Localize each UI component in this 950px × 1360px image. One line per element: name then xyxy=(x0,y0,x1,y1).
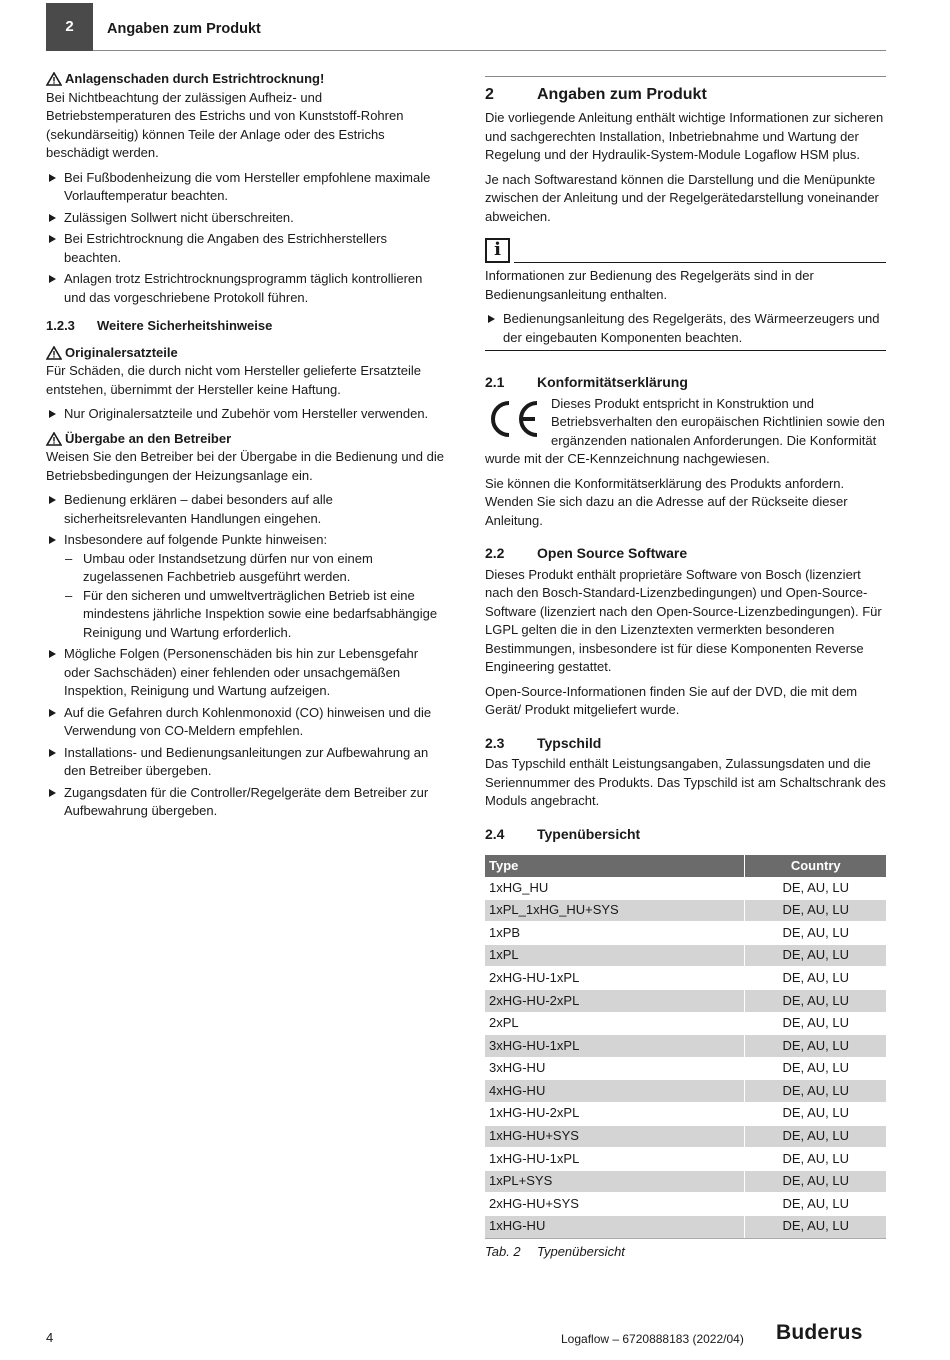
table-row xyxy=(485,1215,886,1238)
paragraph: Sie können die Konformitätserklärung des Produkts anfordern. Wenden Sie sich dazu an die Adresse auf der Rückseite dieser Anleitung. xyxy=(485,475,848,528)
list-item xyxy=(46,270,446,307)
table-body xyxy=(485,877,886,1238)
list-item xyxy=(46,531,446,642)
table-caption: Tab. 2 Typenübersicht xyxy=(485,1243,625,1259)
cell-country: DE, AU, LU xyxy=(745,944,886,967)
list-item xyxy=(46,645,446,701)
right-column xyxy=(485,76,886,1261)
warning-text: Bei Nichtbeachtung der zulässigen Aufheiz- und Betriebstemperaturen des Estrichs und von Kunststoff-Rohren (sekundärseitig) können Teile der Anlage oder des Estrichs beschädigt werden. xyxy=(46,89,404,160)
cell-type: 1xPB xyxy=(485,922,745,945)
dash-item: – Für den sicheren und umweltverträglichen Betrieb ist eine mindestens jährliche Inspektion sowie eine bedarfsabhängige Reinigung und Wartung erforderlich. xyxy=(65,587,438,640)
cell-country: DE, AU, LU xyxy=(745,1125,886,1148)
dash-item-text: Umbau oder Instandsetzung dürfen nur von einem zugelassenen Fachbetrieb ausgeführt werden. xyxy=(83,550,373,584)
cell-country: DE, AU, LU xyxy=(745,967,886,990)
list-item-text: Installations- und Bedienungsanleitungen zur Aufbewahrung an den Betreiber übergeben. xyxy=(64,744,429,778)
bullet-list xyxy=(46,169,446,308)
subsection-heading xyxy=(46,317,446,336)
cell-type: 1xHG-HU-2xPL xyxy=(485,1102,745,1125)
bullet-triangle-icon xyxy=(49,235,56,243)
paragraph: Open-Source-Informationen finden Sie auf der DVD, die mit dem Gerät/ Produkt mitgeliefert wurde. xyxy=(485,683,858,717)
list-item-text: Bei Fußbodenheizung die vom Hersteller empfohlene maximale Vorlauftemperatur beachten. xyxy=(64,169,431,203)
bullet-triangle-icon xyxy=(49,410,56,418)
bullet-triangle-icon xyxy=(488,315,495,323)
list-item-text: Zulässigen Sollwert nicht überschreiten. xyxy=(64,209,294,225)
cell-type: 2xHG-HU-1xPL xyxy=(485,967,745,990)
paragraph: Das Typschild enthält Leistungsangaben, Zulassungsdaten und die Seriennummer des Produkts. Das Typschild ist am Schaltschrank des Moduls angebracht. xyxy=(485,756,886,808)
table-header-row xyxy=(485,855,886,877)
table-row xyxy=(485,1057,886,1080)
cell-type: 1xHG-HU-1xPL xyxy=(485,1148,745,1171)
cell-country: DE, AU, LU xyxy=(745,989,886,1012)
bullet-triangle-icon xyxy=(49,496,56,504)
bullet-list xyxy=(485,310,886,347)
bullet-triangle-icon xyxy=(49,536,56,544)
bullet-triangle-icon xyxy=(49,214,56,222)
subsection-number: 1.2.3 xyxy=(46,318,75,333)
bullet-list xyxy=(46,405,446,424)
warning-heading-spare-parts xyxy=(46,344,446,363)
cell-country: DE, AU, LU xyxy=(745,1170,886,1193)
table-row xyxy=(485,1102,886,1125)
section-heading-2-4: 2.4 Typenübersicht xyxy=(485,825,641,842)
cell-type: 2xHG-HU+SYS xyxy=(485,1193,745,1216)
list-item xyxy=(485,310,886,347)
warning-text: Weisen Sie den Betreiber bei der Übergabe in die Bedienung und die Betriebsbedingungen der Heizungsanlage ein. xyxy=(46,449,444,483)
cell-type: 3xHG-HU-1xPL xyxy=(485,1035,745,1058)
table-row xyxy=(485,989,886,1012)
list-item-text: Anlagen trotz Estrichtrocknungsprogramm täglich kontrollieren und das vorgeschriebene Protokoll führen. xyxy=(64,271,423,305)
dash-list xyxy=(64,550,446,643)
table-row xyxy=(485,1193,886,1216)
table-row xyxy=(485,877,886,899)
table-row xyxy=(485,1035,886,1058)
warning-triangle-icon xyxy=(46,432,62,446)
bullet-triangle-icon xyxy=(49,749,56,757)
cell-type: 1xHG_HU xyxy=(485,877,745,899)
ce-block xyxy=(485,395,886,469)
warning-title: Anlagenschaden durch Estrichtrocknung! xyxy=(65,71,325,86)
warning-text: Für Schäden, die durch nicht vom Hersteller gelieferte Ersatzteile entstehen, übernimmt der Hersteller keine Haftung. xyxy=(46,363,422,397)
table-row xyxy=(485,1125,886,1148)
left-column xyxy=(46,70,446,827)
table-row xyxy=(485,967,886,990)
cell-country: DE, AU, LU xyxy=(745,1148,886,1171)
dash-item: – Umbau oder Instandsetzung dürfen nur von einem zugelassenen Fachbetrieb ausgeführt werden. xyxy=(65,550,373,584)
ce-mark-icon xyxy=(485,399,541,439)
list-item xyxy=(46,169,446,206)
list-item-text: Zugangsdaten für die Controller/Regelgeräte dem Betreiber zur Aufbewahrung übergeben. xyxy=(64,784,429,818)
header-rule xyxy=(93,50,886,51)
chapter-number: 2 xyxy=(46,3,93,51)
list-item-text: Bedienung erklären – dabei besonders auf alle sicherheitsrelevanten Handlungen eingehen. xyxy=(64,492,333,526)
section-number: 2 xyxy=(485,86,494,103)
cell-type: 3xHG-HU xyxy=(485,1057,745,1080)
list-item-text: Nur Originalersatzteile und Zubehör vom Hersteller verwenden. xyxy=(64,406,429,421)
list-item-text: Auf die Gefahren durch Kohlenmonoxid (CO) hinweisen und die Verwendung von CO-Meldern empfehlen. xyxy=(64,704,432,738)
column-header-country: Country xyxy=(745,855,886,877)
info-icon: i xyxy=(485,238,510,263)
chapter-title: Angaben zum Produkt xyxy=(107,21,261,37)
info-box xyxy=(485,238,886,351)
cell-type: 1xPL xyxy=(485,944,745,967)
cell-type: 1xPL+SYS xyxy=(485,1170,745,1193)
info-text: Informationen zur Bedienung des Regelgeräts sind in der Bedienungsanleitung enthalten. xyxy=(485,268,814,302)
list-item-text: Bei Estrichtrocknung die Angaben des Estrichherstellers beachten. xyxy=(64,231,388,265)
bullet-triangle-icon xyxy=(49,789,56,797)
section-rule xyxy=(485,76,886,77)
list-item xyxy=(46,209,446,228)
bullet-triangle-icon xyxy=(49,650,56,658)
bullet-list xyxy=(46,491,446,821)
info-bottom-rule xyxy=(485,350,886,351)
warning-triangle-icon xyxy=(46,346,62,360)
list-item-text: Mögliche Folgen (Personenschäden bis hin zur Lebensgefahr oder Sachschäden) einer fehlenden oder unsachgemäßen Inspektion, Reinigung und Wartung aufzeigen. xyxy=(64,646,419,698)
column-header-type: Type xyxy=(485,855,745,877)
type-table xyxy=(485,855,886,1239)
section-heading-2-3: 2.3 Typschild xyxy=(485,734,602,751)
warning-title: Originalersatzteile xyxy=(65,344,178,360)
dash-item-text: Für den sicheren und umweltverträglichen Betrieb ist eine mindestens jährliche Inspektion sowie eine bedarfsabhängige Reinigung und Wartung erforderlich. xyxy=(83,587,438,640)
warning-heading-handover xyxy=(46,430,446,449)
list-item xyxy=(46,230,446,267)
page-number: 4 xyxy=(46,1330,54,1345)
cell-country: DE, AU, LU xyxy=(745,1012,886,1035)
warning-triangle-icon xyxy=(46,72,62,86)
paragraph: Dieses Produkt entspricht in Konstruktion und Betriebsverhalten den europäischen Richtlinien sowie den ergänzenden nationalen Anforderungen. Die Konformität wurde mit der CE-Kennzeichnung nachgewiesen. xyxy=(485,395,885,466)
info-rule xyxy=(514,262,886,263)
table-row xyxy=(485,1148,886,1171)
list-item-text: Bedienungsanleitung des Regelgeräts, des Wärmeerzeugers und der eingebauten Komponenten beachten. xyxy=(503,311,880,345)
cell-country: DE, AU, LU xyxy=(745,1057,886,1080)
section-heading-2-2: 2.2 Open Source Software xyxy=(485,545,688,561)
paragraph: Die vorliegende Anleitung enthält wichtige Informationen zur sicheren und sachgerechten Installation, Inbetriebnahme und Wartung der Regelung und der Hydraulik-System-Module Logaflow HSM plus. xyxy=(485,110,884,162)
table-row xyxy=(485,944,886,967)
document-info: Logaflow – 6720888183 (2022/04) xyxy=(561,1332,744,1346)
paragraph: Je nach Softwarestand können die Darstellung und die Menüpunkte zwischen der Anleitung und der Regelgerätedarstellung voneinander abweichen. xyxy=(485,171,879,224)
list-item-text: Insbesondere auf folgende Punkte hinweisen: xyxy=(64,532,328,547)
section-title: Angaben zum Produkt xyxy=(537,86,707,103)
cell-country: DE, AU, LU xyxy=(745,1193,886,1216)
cell-country: DE, AU, LU xyxy=(745,1035,886,1058)
cell-type: 1xPL_1xHG_HU+SYS xyxy=(485,899,745,922)
list-item xyxy=(46,784,446,821)
list-item xyxy=(46,405,446,424)
cell-country: DE, AU, LU xyxy=(745,1215,886,1238)
cell-type: 4xHG-HU xyxy=(485,1080,745,1103)
bullet-triangle-icon xyxy=(49,275,56,283)
bullet-triangle-icon xyxy=(49,709,56,717)
list-item xyxy=(46,744,446,781)
cell-type: 2xPL xyxy=(485,1012,745,1035)
table-row xyxy=(485,899,886,922)
list-item xyxy=(46,491,446,528)
table-row xyxy=(485,1012,886,1035)
list-item xyxy=(46,704,446,741)
paragraph: Dieses Produkt enthält proprietäre Software von Bosch (lizenziert nach den Bosch-Standard-Lizenzbedingungen) und Open-Source-Software (lizenziert nach den Open-Source-Lizenzbedingungen). Für LGPL gelten die in den Lizenztexten vermerkten besonderen Bestimmungen, insbesondere ist für diese Komponenten Reverse Engineering gestattet. xyxy=(485,566,882,674)
table-row xyxy=(485,922,886,945)
warning-title: Übergabe an den Betreiber xyxy=(65,430,232,446)
cell-country: DE, AU, LU xyxy=(745,899,886,922)
subsection-title: Weitere Sicherheitshinweise xyxy=(97,318,273,333)
cell-type: 2xHG-HU-2xPL xyxy=(485,989,745,1012)
section-heading xyxy=(485,85,886,105)
section-heading-2-1: 2.1 Konformitätserklärung xyxy=(485,374,688,390)
cell-country: DE, AU, LU xyxy=(745,1102,886,1125)
cell-country: DE, AU, LU xyxy=(745,877,886,899)
cell-type: 1xHG-HU+SYS xyxy=(485,1125,745,1148)
table-row xyxy=(485,1170,886,1193)
cell-type: 1xHG-HU xyxy=(485,1215,745,1238)
cell-country: DE, AU, LU xyxy=(745,1080,886,1103)
brand-logo: Buderus xyxy=(776,1321,863,1344)
warning-heading-floor-drying xyxy=(46,70,446,89)
bullet-triangle-icon xyxy=(49,174,56,182)
cell-country: DE, AU, LU xyxy=(745,922,886,945)
table-row xyxy=(485,1080,886,1103)
